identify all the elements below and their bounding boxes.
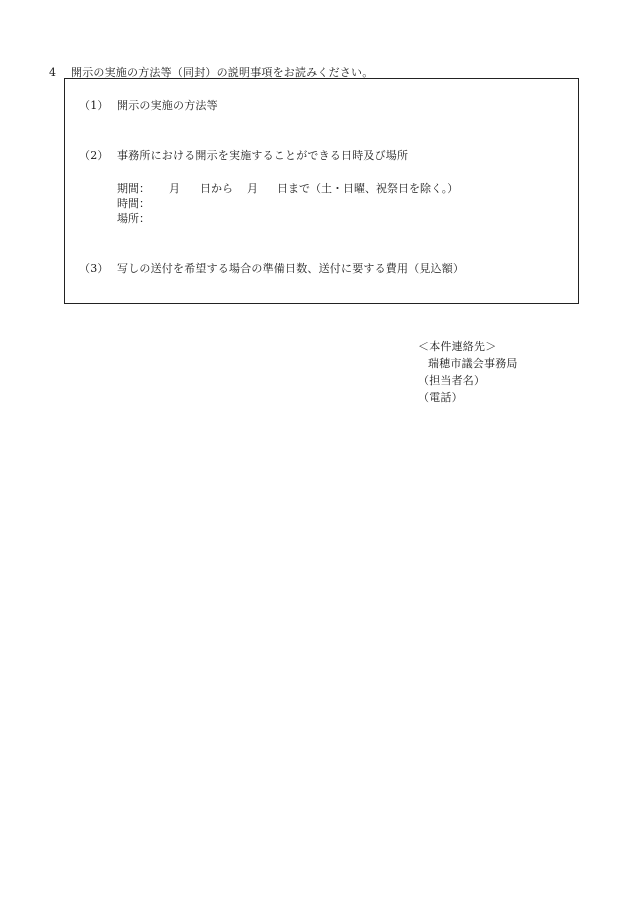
item-3-number: （3） [79,262,109,275]
contact-title: ＜本件連絡先＞ [418,340,497,353]
item-2-text: 事務所における開示を実施することができる日時及び場所 [117,149,409,162]
item-2-number: （2） [79,149,109,162]
schedule-period-line [117,180,458,196]
disclosure-method-box [64,78,579,304]
item-1-text: 開示の実施の方法等 [117,99,218,112]
section-title: 開示の実施の方法等（同封）の説明事項をお読みください。 [71,66,374,79]
section-number: 4 [49,66,57,79]
item-1-number: （1） [79,99,109,112]
contact-block [418,338,518,406]
contact-office: 瑞穂市議会事務局 [428,357,518,370]
period-day-from: 日から [200,182,233,195]
period-month-1: 月 [169,182,180,195]
contact-person: （担当者名） [418,374,486,387]
time-label: 時間： [117,197,150,210]
schedule-place-line [117,210,150,226]
schedule-time-line [117,195,150,211]
contact-phone: （電話） [418,391,463,404]
period-month-2: 月 [247,182,258,195]
item-3-text: 写しの送付を希望する場合の準備日数、送付に要する費用（見込額） [117,262,465,275]
period-label: 期間： [117,182,150,195]
period-day-until: 日まで（土・日曜、祝祭日を除く。） [277,182,459,195]
place-label: 場所： [117,212,150,225]
